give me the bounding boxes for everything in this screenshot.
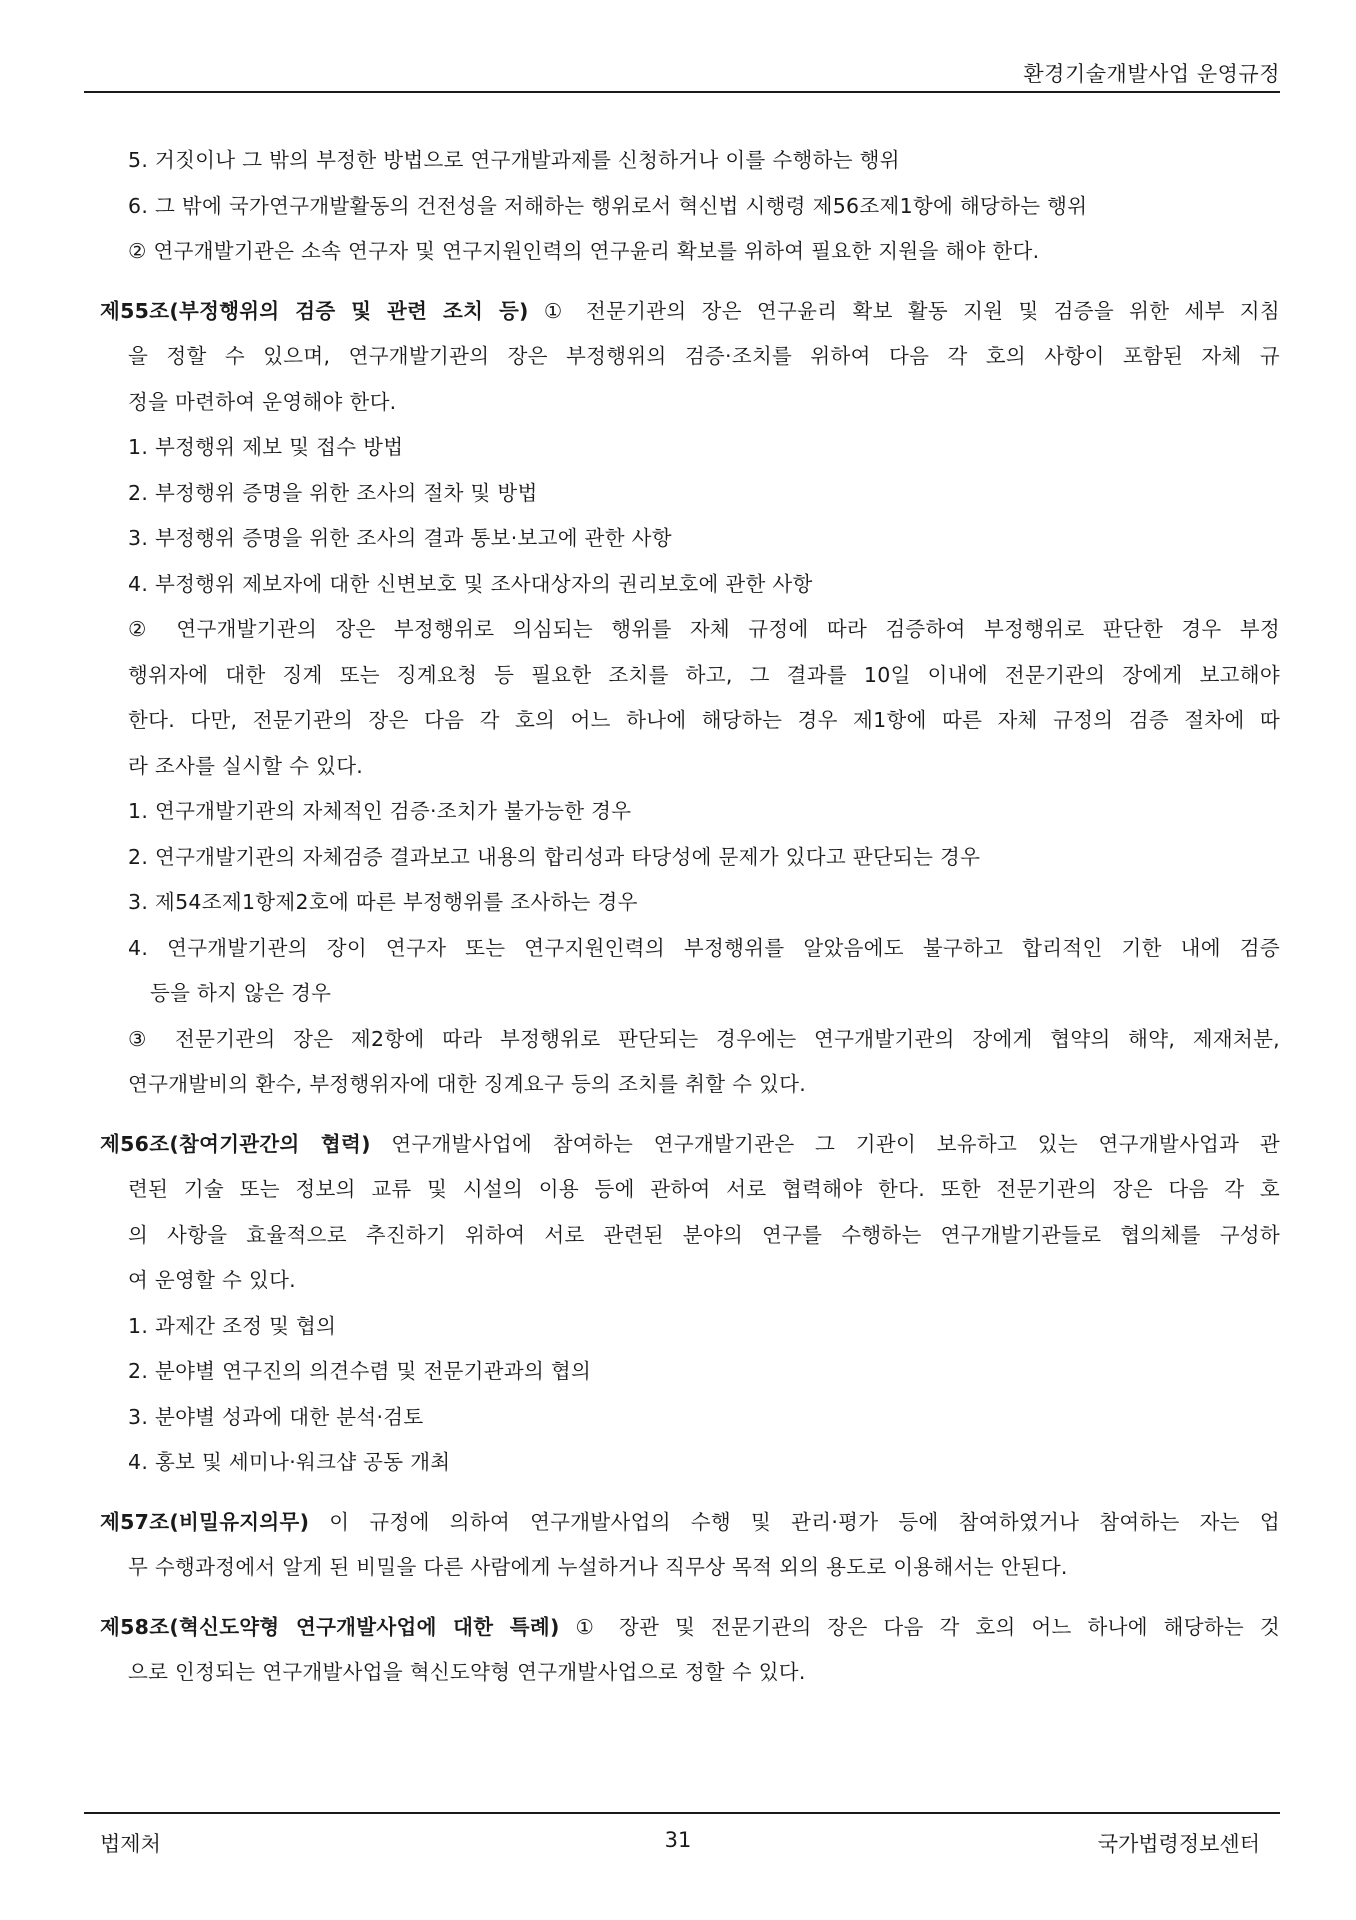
footer-rule <box>84 1812 1280 1814</box>
list-item: 3. 분야별 성과에 대한 분석·검토 <box>128 1404 424 1429</box>
paragraph-line: 무 수행과정에서 알게 된 비밀을 다른 사람에게 누설하거나 직무상 목적 외의 용도로 이용해서는 안된다. <box>128 1555 1068 1579</box>
list-item: 5. 거짓이나 그 밖의 부정한 방법으로 연구개발과제를 신청하거나 이를 수행하는 행위 <box>128 148 900 172</box>
article-57-line <box>100 1500 1280 1546</box>
header-rule <box>84 91 1280 93</box>
paragraph-line: 라 조사를 실시할 수 있다. <box>128 753 364 778</box>
paragraph-line: 으로 인정되는 연구개발사업을 혁신도약형 연구개발사업으로 정할 수 있다. <box>128 1660 806 1684</box>
list-item: 1. 연구개발기관의 자체적인 검증·조치가 불가능한 경우 <box>128 799 632 823</box>
list-item-continuation: 등을 하지 않은 경우 <box>150 981 332 1005</box>
article-55-title: 제55조(부정행위의 검증 및 관련 조치 등) <box>100 298 529 323</box>
article-56-line <box>100 1122 1280 1168</box>
paragraph-line: ② 연구개발기관의 장은 부정행위로 의심되는 행위를 자체 규정에 따라 검증하여 부정행위로 판단한 경우 부정 <box>128 617 1280 641</box>
paragraph-line: 을 정할 수 있으며, 연구개발기관의 장은 부정행위의 검증·조치를 위하여 다음 각 호의 사항이 포함된 자체 규 <box>128 344 1280 368</box>
footer-source: 국가법령정보센터 <box>1097 1832 1260 1856</box>
list-item: 6. 그 밖에 국가연구개발활동의 건전성을 저해하는 행위로서 혁신법 시행령 제56조제1항에 해당하는 행위 <box>128 193 1088 218</box>
article-58-line <box>100 1605 1280 1651</box>
list-item: 4. 부정행위 제보자에 대한 신변보호 및 조사대상자의 권리보호에 관한 사항 <box>128 571 813 596</box>
article-56-title: 제56조(참여기관간의 협력) <box>100 1131 371 1156</box>
article-57-title: 제57조(비밀유지의무) <box>100 1509 310 1534</box>
list-item: 2. 부정행위 증명을 위한 조사의 절차 및 방법 <box>128 480 538 505</box>
header-title: 환경기술개발사업 운영규정 <box>1023 62 1280 86</box>
list-item: 4. 연구개발기관의 장이 연구자 또는 연구지원인력의 부정행위를 알았음에도 불구하고 합리적인 기한 내에 검증 <box>128 935 1280 960</box>
list-item: 3. 제54조제1항제2호에 따른 부정행위를 조사하는 경우 <box>128 890 638 914</box>
list-item: 2. 연구개발기관의 자체검증 결과보고 내용의 합리성과 타당성에 문제가 있다고 판단되는 경우 <box>128 844 981 869</box>
document-body <box>100 138 1280 1696</box>
paragraph-line: 한다. 다만, 전문기관의 장은 다음 각 호의 어느 하나에 해당하는 경우 제1항에 따른 자체 규정의 검증 절차에 따 <box>128 708 1280 732</box>
list-item: 4. 홍보 및 세미나·워크샵 공동 개최 <box>128 1450 451 1474</box>
list-item: 2. 분야별 연구진의 의견수렴 및 전문기관과의 협의 <box>128 1359 592 1383</box>
paragraph-line: 정을 마련하여 운영해야 한다. <box>128 389 397 414</box>
paragraph-line: ③ 전문기관의 장은 제2항에 따라 부정행위로 판단되는 경우에는 연구개발기관의 장에게 협약의 해약, 제재처분, <box>128 1026 1280 1051</box>
article-57-text: 이 규정에 의하여 연구개발사업의 수행 및 관리·평가 등에 참여하였거나 참여하는 자는 업 <box>309 1509 1280 1534</box>
paragraph-line: 행위자에 대한 징계 또는 징계요청 등 필요한 조치를 하고, 그 결과를 10일 이내에 전문기관의 장에게 보고해야 <box>128 662 1280 687</box>
paragraph-line: 연구개발비의 환수, 부정행위자에 대한 징계요구 등의 조치를 취할 수 있다. <box>128 1072 807 1096</box>
article-58-title: 제58조(혁신도약형 연구개발사업에 대한 특례) <box>100 1614 560 1639</box>
paragraph-line: 의 사항을 효율적으로 추진하기 위하여 서로 관련된 분야의 연구를 수행하는 연구개발기관들로 협의체를 구성하 <box>128 1222 1280 1247</box>
article-55-text: ① 전문기관의 장은 연구윤리 확보 활동 지원 및 검증을 위한 세부 지침 <box>528 298 1280 323</box>
list-item: 1. 과제간 조정 및 협의 <box>128 1313 337 1338</box>
page-number: 31 <box>664 1828 692 1852</box>
article-55-line <box>100 289 1280 335</box>
footer-publisher: 법제처 <box>100 1832 161 1856</box>
paragraph: ② 연구개발기관은 소속 연구자 및 연구지원인력의 연구윤리 확보를 위하여 필요한 지원을 해야 한다. <box>128 239 1040 263</box>
paragraph-line: 여 운영할 수 있다. <box>128 1268 296 1292</box>
list-item: 1. 부정행위 제보 및 접수 방법 <box>128 435 404 459</box>
article-56-text: 연구개발사업에 참여하는 연구개발기관은 그 기관이 보유하고 있는 연구개발사업과 관 <box>370 1131 1280 1156</box>
article-58-text: ① 장관 및 전문기관의 장은 다음 각 호의 어느 하나에 해당하는 것 <box>559 1614 1280 1639</box>
list-item: 3. 부정행위 증명을 위한 조사의 결과 통보·보고에 관한 사항 <box>128 526 672 550</box>
paragraph-line: 련된 기술 또는 정보의 교류 및 시설의 이용 등에 관하여 서로 협력해야 한다. 또한 전문기관의 장은 다음 각 호 <box>128 1177 1280 1201</box>
